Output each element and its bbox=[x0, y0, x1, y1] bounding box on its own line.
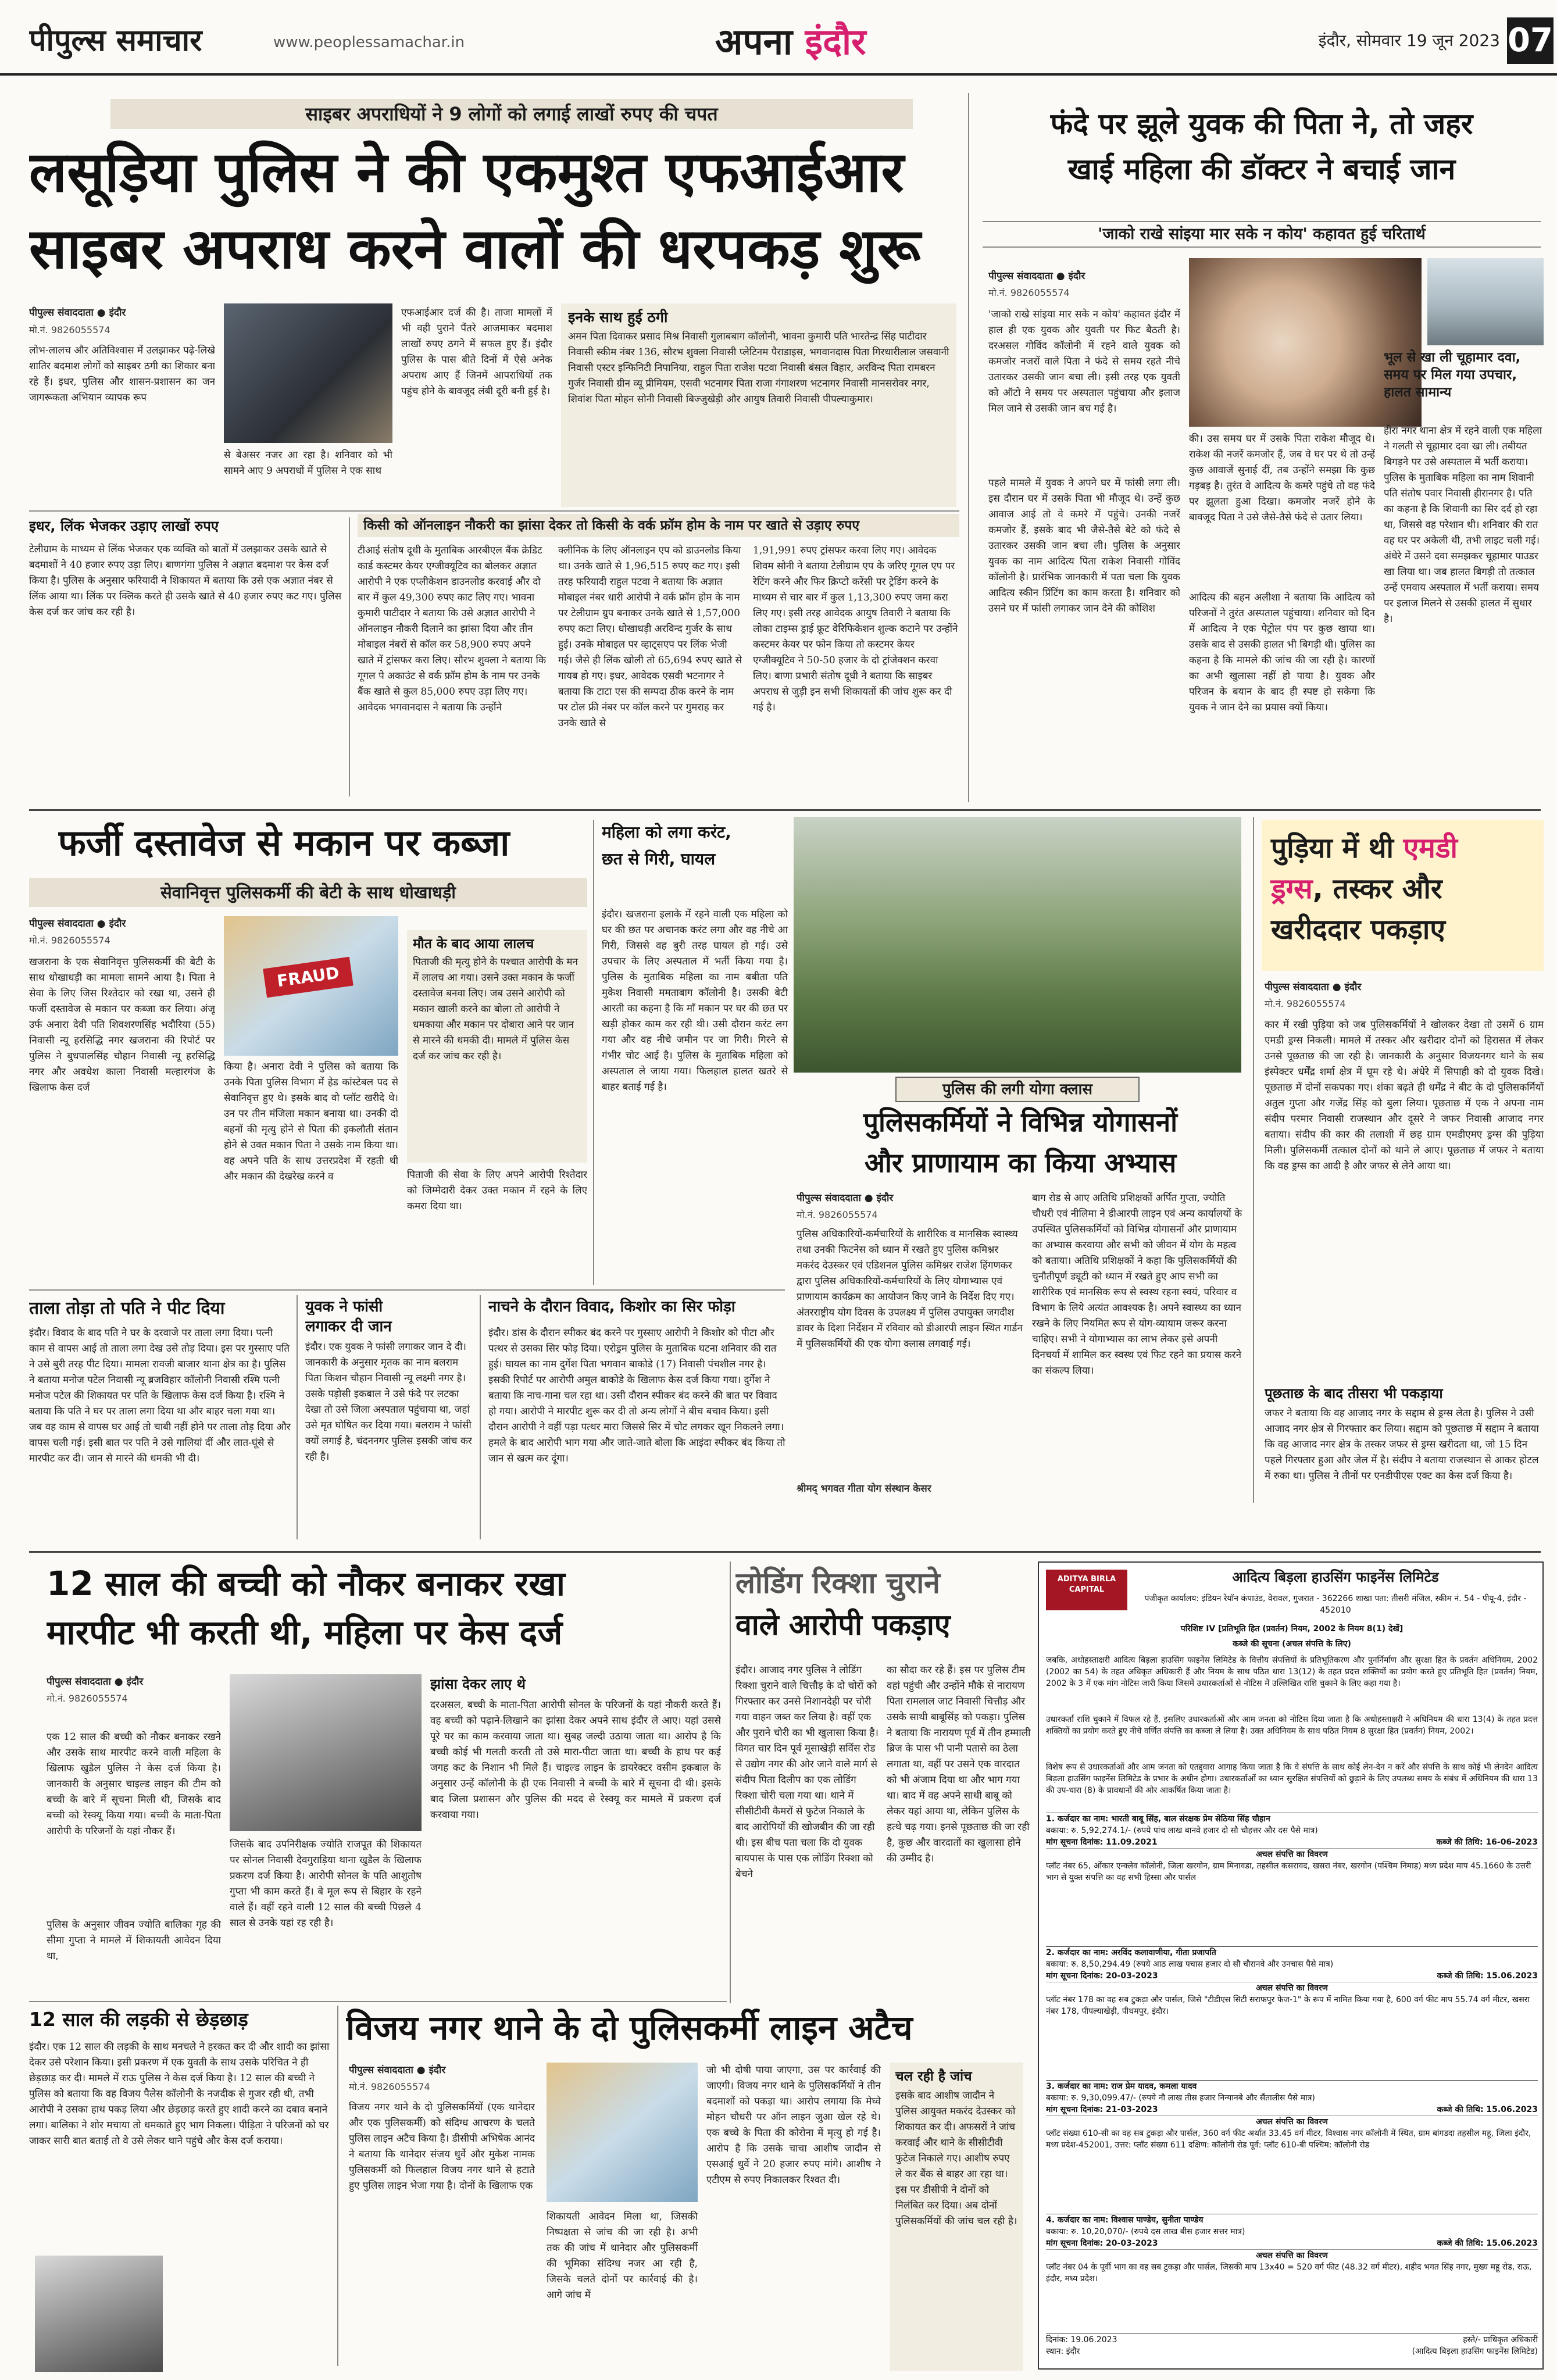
tease-story-text: इंदौर। एक 12 साल की लड़की के साथ मनचले ने हरकत कर दी और शादी का झांसा देकर उसे परेशान किया। इसी प्रकरण में एक युवती के साथ उसके परिचित ने ही छेड़छाड़ कर दी। मामले में राऊ पुलिस ने केस दर्ज किया है। 12 साल की बच्ची ने पुलिस को बताया कि वह विजय पैलेस कॉलोनी के नजदीक से गुजर रही थी, तभी आरोपी ने उसका हाथ पकड़ लिया और छेड़छाड़ करते हुए शादी करने का दबाव बनाने लगा। बालिका ने शोर मचाया तो धमकाते हुए भाग निकला। पीड़िता ने परिजनों को घर जाकर सारी बात बताई तो वे उसे लेकर थाने पहुंचे और केस दर्ज कराया। bbox=[29, 2041, 330, 2147]
vijay-byline: पीपुल्स संवाददाता ● इंदौर bbox=[349, 2064, 446, 2076]
lure-box-heading: झांसा देकर लाए थे bbox=[430, 1676, 526, 1692]
job-scam-column-1: टीआई संतोष दूधी के मुताबिक आरबीएल बैंक क्रेडिट कार्ड कस्टमर केयर एग्जीक्यूटिव का बोलकर अज्ञात आरोपी ने एक एप्लीकेशन डाउनलोड करवाई और दो बार में कुल 49,300 रुपए काट लिए गए। भावना कुमारी पाटीदार ने बताया कि उसे अज्ञात आरोपी ने ऑनलाइन नौकरी दिलाने का झांसा दिया और तीन मोबाइल नंबरों से कॉल कर 58,900 रुपए अपने खाते में ट्रांसफर करा लिए। सौरभ शुक्ला ने बताया कि गूगल पे अकाउंट से वर्क फ्रॉम होम के नाम पर उनके बैंक खाते से कुल 85,000 रुपए उड़ा लिए गए। आवेदक भगवानदास ने बताया कि उन्होंने bbox=[358, 545, 547, 713]
drugs-subheading: पूछताछ के बाद तीसरा भी पकड़ाया bbox=[1265, 1385, 1443, 1402]
lead-column-1: लोभ-लालच और अतिविश्वास में उलझाकर पढ़े-लिखे शातिर बदमाश लोगों को साइबर ठगी का शिकार बना रहे हैं। इधर, पुलिस और शासन-प्रशासन का जन जागरूकता अभियान व्यापक रूप bbox=[29, 345, 215, 403]
newspaper-logo: पीपुल्स समाचार bbox=[29, 23, 202, 58]
column-divider bbox=[730, 1561, 731, 2003]
notice-paragraph-2: उधारकर्ता राशि चुकाने में विफल रहे हैं, इसलिए उधारकर्ताओं और आम जनता को नोटिस दिया जाता है कि अधोहस्ताक्षरी ने अधिनियम की धारा 13(4) के तहत प्रदत्त शक्तियों का प्रयोग करते हुए नीचे वर्णित संपत्ति का कब्जा ले लिया है। उक्त अधिनियम के साथ पठित नियम 8 सुरक्षा हित (प्रवर्तन) नियम, 2002। bbox=[1046, 1715, 1538, 1736]
dateline: इंदौर, सोमवार 19 जून 2023 bbox=[1318, 31, 1500, 50]
loan-entry-4 bbox=[1046, 2214, 1538, 2330]
divider bbox=[29, 510, 959, 512]
drugs-headline-line-3: खरीददार पकड़ाए bbox=[1271, 913, 1445, 946]
notice-place: स्थान: इंदौर bbox=[1046, 2347, 1080, 2356]
loan-amount: बकाया: रु. 10,20,070/- (रुपये दस लाख बीस हजार सत्तर मात्र) bbox=[1046, 2227, 1245, 2236]
noose-column-1: 'जाको राखे सांइया मार सके न कोय' कहावत इंदौर में हाल ही एक युवक और युवती पर फिट बैठती है। दरअसल गोविंद कॉलोनी में रहने वाले युवक को कमजोर नजरों वाले पिता ने फंदे से समय रहते नीचे उतारकर उसकी जान बचा ली। इसी तरह एक युवती को ऑटो ने समय पर अस्पताल पहुंचाया और इलाज मिल जाने से उसकी जान बच गई है। bbox=[988, 309, 1180, 414]
hacker-illustration bbox=[224, 303, 392, 443]
probe-box-text: इसके बाद आशीष जादौन ने पुलिस आयुक्त मकरंद देउस्कर को शिकायत कर दी। अफसरों ने जांच करवाई और थाने के सीसीटीवी फुटेज निकाले गए। आशीष रुपए ले कर बैंक से बाहर आ रहा था। इस पर डीसीपी ने दोनों को निलंबित कर दिया। अब दोनों पुलिसकर्मियों की जांच चल रही है। bbox=[895, 2090, 1017, 2227]
loan-entry-2 bbox=[1046, 1946, 1538, 2074]
loan-schedule: प्लॉट नंबर 65, ओंकार एन्क्लेव कॉलोनी, जिला खरगोन, ग्राम मिनावडा, तहसील कसरावद, खसरा नंबर, खरगोन (पश्चिम निमाड़) मध्य प्रदेश माप 45.1660 के उत्तरी भाग से युक्त संपत्ति का वह सभी हिस्सा और पार्सल bbox=[1046, 1861, 1531, 1882]
job-scam-column-2: क्लीनिक के लिए ऑनलाइन एप को डाउनलोड किया था। उनके खाते से 1,96,515 रुपए कट गए। इसी तरह फरियादी राहुल पटवा ने बताया कि अज्ञात मोबाइल नंबर धारी आरोपी ने वर्क फ्रॉम होम के नाम पर टेलीग्राम ग्रुप बनाकर उनके खाते से 1,57,000 रुपए कटा लिए। धोखाधड़ी अरविन्द गुर्जर के साथ हुई। उनके मोबाइल पर व्हाट्सएप पर लिंक भेजी गई। जैसे ही लिंक खोली तो 65,694 रुपए खाते से गायब हो गए। इधर, आवेदक एसवी भटनागर ने बताया कि टाटा एस की सम्पदा ठीक करने के नाम पर टोल फ्री नंबर पर कॉल करने पर गुमराह कर उनके खाते से bbox=[558, 545, 742, 729]
youth-headline-1: युवक ने फांसी bbox=[305, 1298, 383, 1315]
loan-demand-date bbox=[1046, 2104, 1538, 2115]
loan-amount: बकाया: रु. 5,92,274.1/- (रुपये पांच लाख बानवे हजार दो सौ चौहत्तर और दस पैसे मात्र) bbox=[1046, 1826, 1318, 1835]
drugs-mobile: मो.नं. 9826055574 bbox=[1265, 998, 1346, 1009]
drugs-headline bbox=[1262, 820, 1544, 971]
vijay-column-3: जो भी दोषी पाया जाएगा, उस पर कार्रवाई की जाएगी। विजय नगर थाने के पुलिसकर्मियों ने तीन बदमाशों को पकड़ा था। आरोप लगाया कि मेघ्वे मोहन चौधरी पर ऑन लाइन जुआ खेल रहे थे। एक बच्चे के पिता की कोरोना में मृत्यु हो गई है। आरोप है कि उसके चाचा आशीष जादौन से एसआई धुर्वे ने 20 हजार रुपए मांगे। आशीष ने एटीएम से रुपए निकालकर रिश्वत दी। bbox=[706, 2064, 881, 2186]
notice-brand-text: ADITYA BIRLA CAPITAL bbox=[1057, 1575, 1116, 1594]
yoga-photo bbox=[794, 817, 1241, 1073]
fake-doc-headline: फर्जी दस्तावेज से मकान पर कब्जा bbox=[58, 821, 510, 864]
loan-schedule-head: अचल संपत्ति का विवरण bbox=[1046, 2249, 1538, 2261]
column-divider bbox=[337, 2006, 338, 2366]
notice-footer bbox=[1046, 2333, 1538, 2366]
girl-mobile: मो.नं. 9826055574 bbox=[47, 1693, 128, 1704]
notice-title: आदित्य बिड़ला हाउसिंग फाइनेंस लिमिटेड bbox=[1232, 1569, 1439, 1585]
lure-box-text: दरअसल, बच्ची के माता-पिता आरोपी सोनल के परिजनों के यहां नौकरी करते हैं। वह बच्ची को पढ़ाने-लिखाने का झांसा देकर अपने साथ इंदौर ले आए। यहां उससे पूरे घर का काम करवाया जाता था। सुबह जल्दी उठाया जाता था। आरोप है कि बच्ची कोई भी गलती करती तो उसे मारा-पीटा जाता था। बच्ची के हाथ पर कई जगह कट के निशान भी मिले हैं। चाइल्ड लाइन के डायरेक्टर वसीम इकबाल के अनुसार उन्हें कॉलोनी के ही एक निवासी ने बच्ची के बारे में सूचना दी थी। इसके बाद जिला प्रशासन और पुलिस की मदद से रेस्क्यू कर मामले में प्रकरण दर्ज करवाया गया। bbox=[430, 1699, 721, 1821]
loan-demand: मांग सूचना दिनांक: 11.09.2021 bbox=[1046, 1838, 1158, 1847]
loan-schedule: प्लॉट नंबर 178 का वह सब टुकड़ा और पार्सल, जिसे "टीडीएस सिटी सराफपुर फेज-1" के रूप में नामित किया गया है, 600 वर्ग फीट माप 55.74 वर्ग मीटर, खसरा नंबर 178, पीपल्याखेड़ी, पीथमपुर, इंदौर। bbox=[1046, 1995, 1530, 2016]
lead-kicker: साइबर अपराधियों ने 9 लोगों को लगाई लाखों रुपए की चपत bbox=[110, 99, 913, 129]
loan-demand-date bbox=[1046, 2238, 1538, 2249]
noose-column-2: की। उस समय घर में उसके पिता राकेश मौजूद थे। राकेश की नजरें कमजोर हैं, जब वे घर पर थे तो उन्हें कुछ आवाजें सुनाई दीं, तब उन्होंने समझा कि कुछ गड़बड़ है। तुरंत वे आदित्य के कमरे पहुंचे तो वह फंदे पर झूलता हुआ दिखा। कमजोर नजरें होने के बावजूद पिता ने उसे जैसे-तैसे फंदे से उतार लिया। bbox=[1189, 433, 1375, 523]
girl-byline: पीपुल्स संवाददाता ● इंदौर bbox=[47, 1676, 144, 1688]
girl-column-2: जिसके बाद उपनिरीक्षक ज्योति राजपूत की शिकायत पर सोनल निवासी देवगुराड़िया थाना खुडैल के खिलाफ प्रकरण दर्ज किया है। आरोपी सोनल के पति आशुतोष गुप्ता भी काम करते हैं। बे मूल रूप से बिहार के रहने वाले हैं। वहीं रहने वाली 12 साल की बच्ची पिछले 4 साल से उनके यहां रह रही है। bbox=[230, 1839, 422, 1929]
lure-box bbox=[430, 1674, 724, 1994]
job-scam-column-3: 1,91,991 रुपए ट्रांसफर करवा लिए गए। आवेदक शिवम सोनी ने बताया टेलीग्राम एप के जरिए गूगल एप पर रेटिंग करने और फिर क्रिप्टो करेंसी पर ट्रेडिंग करने के माध्यम से चार बार में कुल 1,13,300 रुपए जमा करा लिए गए। इसी तरह आवेदक आयुष तिवारी ने बताया कि लोका टाइम्स ड्राई फ्रूट वेरिफिकेशन शुल्क कटाने पर उन्होंने कस्टमर केयर पर फोन किया तो कस्टमर केयर एग्जीक्यूटिव ने 50-50 हजार के दो ट्रांजेक्शन करवा लिए। बाणा प्रभारी संतोष दूधी ने बताया कि साइबर अपराध से जुड़ी इन सभी शिकायतों की जांच शुरू कर दी गई है। bbox=[753, 545, 958, 713]
drugs-story-text: कार में रखी पुड़िया को जब पुलिसकर्मियों ने खोलकर देखा तो उसमें 6 ग्राम एमडी ड्रग्स निकली। मामले में तस्कर और खरीदार दोनों को हिरासत में लेकर उनसे पूछताछ की जा रही है। जानकारी के अनुसार विजयनगर थाने के सब इंस्पेक्टर धर्मेंद्र शर्मा क्षेत्र में घूम रहे थे। अंधेरे में सिपाही को दो युवक दिखे। पूछताछ में दोनों सकपका गए। शंका बढ़ते ही धर्मेंद्र ने बीट के दो पुलिसकर्मियों अतुल गुप्ता और गजेंद्र सिंह को बुला लिया। पूछताछ में एक ने अपना नाम संदीप परमार निवासी राजस्थान और दूसरे ने जफर निवासी आजाद नगर बताया। संदीप की कार की तलाशी में छह ग्राम एमडीएमए ड्रग्स की पुड़िया मिली। पुलिसकर्मी तत्काल दोनों को थाने ले आए। पूछताछ में जफर ने बताया कि वह ड्रग्स का आदी है और जफर से लेने आया था। bbox=[1265, 1019, 1544, 1172]
hospital-photo bbox=[1427, 258, 1544, 345]
police-cartoon bbox=[547, 2063, 698, 2202]
loan-schedule: प्लॉट संख्या 610-सी का वह सब टुकड़ा और पार्सल, 360 वर्ग फीट अर्थात 33.45 वर्ग मीटर, विश्वास नगर कॉलोनी में स्थित, ग्राम बांगडदा तहसील महू, जिला इंदौर, मध्य प्रदेश-452001, उत्तर: प्लॉट संख्या 611 दक्षिण: कॉलोनी रोड पूर्व: प्लॉट 610-बी पश्चिम: कॉलोनी रोड bbox=[1046, 2129, 1531, 2150]
girl-column-1: एक 12 साल की बच्ची को नौकर बनाकर रखने और उसके साथ मारपीट करने वाली महिला के खिलाफ खुडैल पुलिस ने केस दर्ज किया है। जानकारी के अनुसार चाइल्ड लाइन की टीम को बच्ची के बारे में सूचना मिली थी, जिसके बाद बच्ची को रेस्क्यू किया गया। बच्ची के माता-पिता आरोपी के परिजनों के यहां नौकर हैं। bbox=[47, 1731, 221, 1837]
loan-schedule-head: अचल संपत्ति का विवरण bbox=[1046, 1982, 1538, 1994]
yoga-kicker: पुलिस की लगी योगा क्लास bbox=[895, 1077, 1140, 1102]
fraud-stamp: FRAUD bbox=[263, 957, 353, 998]
lock-story-text: इंदौर। विवाद के बाद पति ने घर के दरवाजे पर ताला लगा दिया। पत्नी काम से वापस आई तो ताला लगा देख उसे तोड़ दिया। इस पर गुस्साए पति ने उसे बुरी तरह पीट दिया। मामला रावजी बाजार थाना क्षेत्र का है। पुलिस ने बताया मनोज पटेल निवासी न्यू ब्रजविहार कॉलोनी निवासी रश्मि पत्नी मनोज पटेल की शिकायत पर पति के खिलाफ केस दर्ज किया है। रश्मि ने बताया कि पति ने घर पर ताला लगा दिया था और बाहर चला गया था। जब वह काम से वापस घर आई तो चाबी नहीं होने पर ताला तोड़ दिया और वापस चली गई। इसी बात पर पति ने उसे गालियां दीं और लात-घूंसे से मारपीट कर दी। जान से मारने की धमकी भी दी। bbox=[29, 1327, 291, 1464]
column-divider bbox=[593, 820, 594, 1285]
dance-story-text: इंदौर। डांस के दौरान स्पीकर बंद करने पर गुस्साए आरोपी ने किशोर को पीटा और पत्थर से उसका सिर फोड़ दिया। एरोड्रम पुलिस के मुताबिक घटना शनिवार की रात हुई। घायल का नाम दुर्गेश पिता भगवान बाकोडे (17) निवासी पंचशील नगर है। इसकी रिपोर्ट पर आरोपी अमुल बाकोडे के खिलाफ केस दर्ज किया गया। दुर्गेश ने बताया कि नाच-गाना चल रहा था। उसी दौरान स्पीकर बंद करने की बात पर विवाद हो गया। आरोपी ने मारपीट शुरू कर दी तो अन्य लोगों ने बीच बचाव किया। इसी दौरान आरोपी ने वहीं पड़ा पत्थर मारा जिससे सिर में चोट लगकर खून निकलने लगा। हमले के बाद आरोपी भाग गया और जाते-जाते बोला कि आइंदा स्पीकर बंद किया तो जान से खत्म कर दूंगा। bbox=[488, 1327, 785, 1464]
greed-box-text: पिताजी की मृत्यु होने के पश्चात आरोपी के मन में लालच आ गया। उसने उक्त मकान के फर्जी दस्तावेज बनवा लिए। जब उसने आरोपी को मकान खाली करने का बोला तो आरोपी ने धमकाया और मकान पर दोबारा आने पर जान से मारने की धमकी दी। मामले में पुलिस केस दर्ज कर जांच कर रही है। bbox=[413, 956, 578, 1062]
notice-appendix: परिशिष्ट IV [प्रतिभूति हित (प्रवर्तन) नियम, 2002 के नियम 8(1) देखें] bbox=[1180, 1624, 1404, 1634]
loan-demand-date bbox=[1046, 1836, 1538, 1848]
page-number: 07 bbox=[1507, 17, 1554, 64]
probe-box bbox=[890, 2063, 1023, 2371]
loan-amount: बकाया: रु. 9,30,099.47/- (रुपये नौ लाख तीस हजार निन्यानबे और सैंतालीस पैसे मात्र) bbox=[1046, 2093, 1315, 2103]
yoga-column-2: बाग रोड से आए अतिथि प्रशिक्षकों अर्पित गुप्ता, ज्योति चौधरी एवं नीलिमा ने डीआरपी लाइन एवं अन्य कार्यालयों के उपस्थित पुलिसकर्मियों को विभिन्न योगासनों और प्राणायाम का अभ्यास करवाया और सभी को जीवन में योग के महत्व को बताया। अतिथि प्रशिक्षकों ने कहा कि पुलिसकर्मियों की चुनौतीपूर्ण ड्यूटी को ध्यान में रखते हुए आप सभी का शारीरिक एवं मानसिक रूप से स्वस्थ रहना स्वयं, परिवार व विभाग के लिये अत्यंत आवश्यक है। अपने स्वास्थ्य का ध्यान रखने के लिए नियमित रूप से योग-व्यायाम जरूर करना चाहिए। सभी ने योगाभ्यास का लाभ लेकर इसे अपनी दिनचर्या में शामिल कर स्वस्थ एवं फिट रहने का प्रयास करने का संकल्प लिया। bbox=[1032, 1192, 1242, 1377]
loan-schedule-head: अचल संपत्ति का विवरण bbox=[1046, 2115, 1538, 2128]
yoga-headline-1: पुलिसकर्मियों ने विभिन्न योगासनों bbox=[863, 1106, 1178, 1138]
loan-possession: कब्जे की तिथि: 15.06.2023 bbox=[1437, 1971, 1538, 1981]
noose-headline-2: खाई महिला की डॉक्टर ने बचाई जान bbox=[1067, 152, 1456, 186]
fake-doc-byline: पीपुल्स संवाददाता ● इंदौर bbox=[29, 918, 126, 930]
probe-box-heading: चल रही है जांच bbox=[895, 2069, 972, 2084]
loan-borrower: 1. कर्जदार का नाम: भारती बाबू सिंह, बाल संरक्षक प्रेम सेठिया सिंह चौहान bbox=[1046, 1814, 1270, 1824]
possession-notice bbox=[1038, 1561, 1544, 2370]
victims-box-text: अमन पिता दिवाकर प्रसाद मिश्र निवासी गुलाबबाग कॉलोनी, भावना कुमारी पति भारतेन्द्र सिंह पाटीदार निवासी स्कीम नंबर 136, सौरभ शुक्ला निवासी प्लेटिनम पैराडाइस, भगवानदास पिता गिरधारीलाल जसवानी निवासी एस्टर इन्फिनिटी निपानिया, राहुल पिता राजेश पटवा निवासी बंसल विहार, अरविन्द पिता रामबरन गुर्जर निवासी ग्रीन व्यू प्रीमियम, एसवी भटनागर पिता राजा गंगाशरण भटनागर निवासी मानसरोवर नगर, शिवांश पिता मोहन सोनी निवासी बिज्जुखेड़ी और आयुष तिवारी निवासी पीपल्याकुमार। bbox=[568, 331, 949, 405]
current-headline-2: छत से गिरी, घायल bbox=[602, 849, 716, 869]
loan-entry-1 bbox=[1046, 1813, 1538, 1941]
drugs-headline-line-2 bbox=[1271, 869, 1534, 909]
link-story-text: टेलीग्राम के माध्यम से लिंक भेजकर एक व्यक्ति को बातों में उलझाकर उसके खाते से बदमाशों ने 40 हजार रुपए उड़ा लिए। बाणगंगा पुलिस ने अज्ञात बदमाश पर केस दर्ज किया है। पुलिस के अनुसार फरियादी ने शिकायत में बताया कि उसे एक अज्ञात नंबर से लिंक आया था। लिंक पर क्लिक करते ही उसके खाते से 40 हजार रुपए कट गए। पुलिस केस दर्ज कर जांच कर रही है। bbox=[29, 544, 342, 618]
column-divider bbox=[349, 517, 350, 796]
drugs-subtext: जफर ने बताया कि वह आजाद नगर के सद्दाम से ड्रग्स लेता है। पुलिस ने उसी आजाद नगर क्षेत्र से गिरफ्तार कर लिया। सद्दाम को पूछताछ में सद्दाम ने बताया कि वह आजाद नगर क्षेत्र के तस्कर जफर से ड्रग्स खरीदता था, जो 15 दिन पहले गिरफ्तार हुआ और जेल में है। संदीप ने बताया राजस्थान से आकर होटल में रुका था। पुलिस ने तीनों पर एनडीपीएस एक्ट का केस दर्ज किया है। bbox=[1265, 1407, 1539, 1482]
fake-doc-column-3: पिताजी की सेवा के लिए अपने आरोपी रिश्तेदार को जिम्मेदारी देकर उक्त मकान में रहने के लिए कमरा दिया था। bbox=[407, 1169, 587, 1212]
drugs-headline-text: पुड़िया में थी bbox=[1271, 832, 1404, 864]
lead-mobile: मो.नं. 9826055574 bbox=[29, 324, 110, 335]
yoga-byline: पीपुल्स संवाददाता ● इंदौर bbox=[797, 1192, 894, 1204]
yoga-mobile: मो.नं. 9826055574 bbox=[797, 1209, 878, 1220]
drugs-headline-line-1 bbox=[1271, 828, 1534, 869]
greed-box-heading: मौत के बाद आया लालच bbox=[413, 937, 534, 952]
rat-poison-text: हीरा नगर थाना क्षेत्र में रहने वाली एक महिला ने गलती से चूहामार दवा खा ली। तबीयत बिगड़ने पर उसे अस्पताल में भर्ती कराया। पुलिस के मुताबिक महिला का नाम शिवानी पति संतोष पवार निवासी हीरानगर है। पति का कहना है कि शिवानी का सिर दर्द हो रहा था, जिससे वह परेशान थी। शनिवार की रात वह घर पर अकेली थी, तभी लाइट चली गई। अंधेरे में उसने दवा समझकर चूहामार पाउडर खा लिया था। जब हालत बिगड़ी तो तत्काल उन्हें एमवाय अस्पताल में भर्ती कराया। समय पर इलाज मिलने से उसकी हालत में सुधार है। bbox=[1384, 425, 1542, 625]
notice-office: पंजीकृत कार्यालय: इंडियन रेयॉन कंपाउंड, वेरावल, गुजरात - 362266 शाखा पता: तीसरी मंजिल, स्कीम नं. 54 - पीयू-4, इंदौर - 452010 bbox=[1144, 1594, 1527, 1615]
yoga-headline-2: और प्राणायाम का किया अभ्यास bbox=[864, 1147, 1177, 1178]
tease-headline: 12 साल की लड़की से छेड़छाड़ bbox=[29, 2008, 248, 2031]
loan-possession: कब्जे की तिथि: 15.06.2023 bbox=[1437, 2239, 1538, 2248]
notice-signatory: हस्ते/- प्राधिकृत अधिकारी bbox=[1463, 2335, 1538, 2345]
column-divider bbox=[297, 1295, 298, 1539]
lock-headline: ताला तोड़ा तो पति ने पीट दिया bbox=[29, 1298, 225, 1318]
column-divider bbox=[480, 1295, 481, 1539]
youth-headline-2: लगाकर दी जान bbox=[305, 1318, 392, 1335]
noose-column-1b: पहले मामले में युवक ने अपने घर में फांसी लगा ली। इस दौरान घर में उसके पिता भी मौजूद थे। उन्हें कुछ आवाज आई तो वे कमरे में पहुंचे। उनकी नजरें कमजोर हैं, इसके बाद भी जैसे-तैसे बेटे को फंदे से उतारकर उसकी जान बचा ली। पुलिस के अनुसार युवक का नाम आदित्य पिता राकेश निवासी गोविंद कॉलोनी है। प्रारंभिक जानकारी में पता चला कि युवक आदित्य स्कीन प्रिंटिंग का काम करता है। शनिवार को उसने घर में फांसी लगाकर जान देने की कोशिश bbox=[988, 477, 1180, 614]
rat-poison-heading: भूल से खा ली चूहामार दवा, समय पर मिल गया उपचार, हालत सामान्य bbox=[1384, 350, 1521, 400]
drugs-byline: पीपुल्स संवाददाता ● इंदौर bbox=[1265, 981, 1362, 993]
girl-column-1b: पुलिस के अनुसार जीवन ज्योति बालिका गृह की सीमा गुप्ता ने मामले में शिकायती आवेदन दिया था, bbox=[47, 1919, 221, 1962]
drugs-headline-highlight: ड्रग्स bbox=[1271, 873, 1313, 905]
noose-headline-1: फंदे पर झूले युवक की पिता ने, तो जहर bbox=[1050, 107, 1473, 141]
fake-doc-column-2: किया है। अनारा देवी ने पुलिस को बताया कि उनके पिता पुलिस विभाग में हेड कांस्टेबल पद से सेवानिवृत्त हुए थे। इसके बाद वो प्लॉट खरीदे थे। उन पर तीन मंजिला मकान बनाया था। उनकी दो बहनों की मृत्यु होने से पिता की इकलौती संतान होने से उक्त मकान पिता ने उसके नाम किया था। वह अपने पति के साथ उत्तरप्रदेश में रहती थी और मकान की देखरेख करने व bbox=[224, 1061, 398, 1182]
masthead bbox=[0, 0, 1557, 76]
loan-schedule-head: अचल संपत्ति का विवरण bbox=[1046, 1848, 1538, 1860]
greed-box bbox=[407, 930, 587, 1163]
girl-headline-1: 12 साल की बच्ची को नौकर बनाकर रखा bbox=[47, 1564, 565, 1603]
link-subheading: इधर, लिंक भेजकर उड़ाए लाखों रुपए bbox=[29, 518, 219, 534]
notice-brand-logo bbox=[1046, 1570, 1127, 1610]
rickshaw-headline-1: लोडिंग रिक्शा चुराने bbox=[735, 1566, 940, 1600]
yoga-caption: श्रीमद् भगवत गीता योग संस्थान केसर bbox=[797, 1483, 931, 1495]
lead-headline-2: साइबर अपराध करने वालों की धरपकड़ शुरू bbox=[29, 216, 921, 281]
dance-headline: नाचने के दौरान विवाद, किशोर का सिर फोड़ा bbox=[488, 1298, 735, 1316]
section-title bbox=[715, 16, 959, 63]
yoga-column-1: पुलिस अधिकारियों-कर्मचारियों के शारीरिक व मानसिक स्वास्थ्य तथा उनकी फिटनेस को ध्यान में रखते हुए पुलिस कमिश्नर मकरंद देउस्कर एवं एडिशनल पुलिस कमिश्नर राजेश हिंगणकर द्वारा पुलिस अधिकारियों-कर्मचारियों के लिए योगाभ्यास एवं प्राणायाम कार्यक्रम का आयोजन किए जाने के निर्देश दिए गए। अंतरराष्ट्रीय योग दिवस के उपलक्ष्य में पुलिस उपायुक्त जगदीश डावर के दिशा निर्देशन में रविवार को डीआरपी लाइन स्थित गार्डन में पुलिसकर्मियों की एक योगा क्लास लगवाई गई। bbox=[797, 1228, 1023, 1350]
lead-column-3: एफआईआर दर्ज की है। ताजा मामलों में भी वही पुराने पैंतरे आजमाकर बदमाश लाखों रुपए ठगने में सफल हुए हैं। इंदौर पुलिस के पास बीते दिनों में ऐसे अनेक अपराध आए हैं जिनमें आपराधियों तक पहुंच होने के बावजूद लंबी दूरी बनी हुई है। bbox=[401, 307, 552, 397]
notice-company: (आदित्य बिड़ला हाउसिंग फाइनेंस लिमिटेड) bbox=[1412, 2347, 1538, 2356]
job-scam-heading: किसी को ऑनलाइन नौकरी का झांसा देकर तो किसी के वर्क फ्रॉम होम के नाम पर खाते से उड़ाए रुपए bbox=[358, 514, 959, 537]
notice-subtitle: कब्जे की सूचना (अचल संपत्ति के लिए) bbox=[1233, 1639, 1351, 1649]
divider bbox=[29, 2001, 727, 2002]
vijay-column-2: शिकायती आवेदन मिला था, जिसकी निष्पक्षता से जांच की जा रही है। अभी तक की जांच में थानेदार और पुलिसकर्मी की भूमिका संदिग्ध नजर आ रही है, जिसके चलते दोनों पर कार्रवाई की है। आगे जांच में bbox=[547, 2211, 698, 2301]
victims-box bbox=[561, 303, 956, 507]
section-divider bbox=[29, 1551, 1541, 1553]
loan-demand-date bbox=[1046, 1970, 1538, 1982]
fake-doc-deck: सेवानिवृत्त पुलिसकर्मी की बेटी के साथ धोखाधड़ी bbox=[29, 878, 587, 907]
section-prefix: अपना bbox=[715, 20, 805, 63]
notice-paragraph-3: विशेष रूप से उधारकर्ताओं और आम जनता को एतद्द्वारा आगाह किया जाता है कि वे संपत्ति के साथ कोई लेन-देन न करें और संपत्ति के साथ कोई भी लेनदेन आदित्य बिड़ला हाउसिंग फाइनेंस लिमिटेड के प्रभार के अधीन होगा। उधारकर्ताओं का ध्यान सुरक्षित संपत्तियों को छुड़ाने के लिए उपलब्ध समय के संबंध में अधिनियम की धारा 13 की उप-धारा (8) के प्रावधानों की ओर आकर्षित किया जाता है। bbox=[1046, 1763, 1538, 1795]
vijay-mobile: मो.नं. 9826055574 bbox=[349, 2081, 430, 2092]
victims-box-heading: इनके साथ हुई ठगी bbox=[568, 309, 668, 326]
fake-doc-mobile: मो.नं. 9826055574 bbox=[29, 935, 110, 946]
rickshaw-column-2: का सौदा कर रहे हैं। इस पर पुलिस टीम वहां पहुंची और उन्होंने मौके से नारायण पिता रामलाल जाट निवासी चित्तौड़ और उसके साथी बाबूसिंह को पकड़ा। पुलिस ने बताया कि नारायण पूर्व में तीन हम्माली ब्रिज के पास भी पानी पतासे का ठेला लगाता था, वहीं पर उसने एक वारदात को भी अंजाम दिया था और भाग गया था। बाद में वह अपने साथी बाबू को लेकर यहां आया था, लेकिन पुलिस के हत्थे चढ़ गया। इनसे पूछताछ की जा रही है, कुछ और वारदातों का खुलासा होने की उम्मीद है। bbox=[887, 1664, 1031, 1864]
column-divider bbox=[968, 93, 969, 802]
loan-entry-3 bbox=[1046, 2080, 1538, 2208]
notice-footer-row-2 bbox=[1046, 2346, 1538, 2357]
rickshaw-headline-2: वाले आरोपी पकड़ाए bbox=[735, 1608, 951, 1642]
loan-demand: मांग सूचना दिनांक: 20-03-2023 bbox=[1046, 1971, 1158, 1981]
divider bbox=[29, 1289, 785, 1291]
notice-paragraph-1: जबकि, अधोहस्ताक्षरी आदित्य बिड़ला हाउसिंग फाइनेंस लिमिटेड के वित्तीय संपत्तियों के प्रतिभूतिकरण और पुनर्निर्माण और सुरक्षा हित के प्रवर्तन अधिनियम, 2002 (2002 का 54) के तहत अधिकृत अधिकारी हैं और नियम के साथ पठित धारा 13(12) के तहत प्रदत्त शक्तियों का प्रयोग करते हुए प्रतिभूति हित (प्रवर्तन) नियम, 2002 के 3 में एक मांग नोटिस जारी किया जिसमें उधारकर्ताओं से नोटिस में उल्लिखित राशि चुकाने के लिए कहा गया है। bbox=[1046, 1656, 1538, 1688]
current-story-text: इंदौर। खजराना इलाके में रहने वाली एक महिला को घर की छत पर अचानक करंट लगा और वह नीचे आ गिरी, जिससे वह बुरी तरह घायल हो गई। उसे उपचार के लिए अस्पताल में भर्ती किया गया है। पुलिस के मुताबिक महिला का नाम बबीता पति मुकेश निवासी ममताबाग कॉलोनी है। उसकी बेटी आरती का कहना है कि माँ मकान पर घर की छत पर खड़ी होकर काम कर रही थी। उसी दौरान करंट लग गया और वह नीचे जमीन पर जा गिरी। गिरने से गंभीर चोट आई है। पुलिस के मुताबिक महिला को अस्पताल ले जाया गया। फिलहाल हालत खतरे से बाहर बताई गई है। bbox=[602, 909, 788, 1093]
drugs-headline-highlight: एमडी bbox=[1403, 832, 1458, 864]
youth-story-text: इंदौर। एक युवक ने फांसी लगाकर जान दे दी। जानकारी के अनुसार मृतक का नाम बलराम पिता किशन चौहान निवासी न्यू लक्ष्मी नगर है। उसके पड़ोसी इकबाल ने उसे फंदे पर लटका देखा तो उसे जिला अस्पताल पहुंचाया था, जहां उसे मृत घोषित कर दिया गया। बलराम ने फांसी क्यों लगाई है, चंदननगर पुलिस इसकी जांच कर रही है। bbox=[305, 1341, 472, 1463]
noose-column-2b: आदित्य की बहन अलीशा ने बताया कि आदित्य को परिजनों ने तुरंत अस्पताल पहुंचाया। शनिवार को दिन में आदित्य ने एक पेट्रोल पंप पर कुछ खाया था। उसके बाद से उसकी हालत भी बिगड़ी थी। पुलिस का कहना है कि मामले की जांच की जा रही है। कारणों का अभी खुलासा नहीं हो पाया है। युवक और परिजन के बयान के बाद ही स्पष्ट हो सकेगा कि युवक ने जान देने का प्रयास क्यों किया। bbox=[1189, 592, 1375, 713]
distressed-girl-illustration bbox=[35, 2256, 163, 2372]
noose-mobile: मो.नं. 9826055574 bbox=[988, 287, 1070, 298]
loan-possession: कब्जे की तिथि: 15.06.2023 bbox=[1437, 2105, 1538, 2114]
notice-date: दिनांक: 19.06.2023 bbox=[1046, 2335, 1117, 2345]
loan-borrower: 2. कर्जदार का नाम: अरविंद कलावाणीया, गीता प्रजापति bbox=[1046, 1948, 1216, 1957]
column-divider bbox=[1253, 817, 1254, 1503]
notice-footer-row-1 bbox=[1046, 2334, 1538, 2346]
vijay-column-1: विजय नगर थाने के दो पुलिसकर्मियों (एक थानेदार और एक पुलिसकर्मी) को संदिग्ध आचरण के चलते पुलिस लाइन अटैच किया है। डीसीपी अभिषेक आनंद ने बताया कि थानेदार संजय धुर्वे और मुकेश नामक पुलिसकर्मी को फिलहाल विजय नगर थाने से हटाते हुए पुलिस लाइन भेजा गया है। दोनों के खिलाफ एक bbox=[349, 2102, 535, 2192]
drugs-headline-text: , तस्कर और bbox=[1312, 873, 1442, 905]
section-city: इंदौर bbox=[805, 20, 866, 63]
noose-byline: पीपुल्स संवाददाता ● इंदौर bbox=[988, 270, 1085, 282]
lead-byline: पीपुल्स संवाददाता ● इंदौर bbox=[29, 307, 126, 319]
fraud-illustration bbox=[224, 916, 398, 1056]
loan-demand: मांग सूचना दिनांक: 20-03-2023 bbox=[1046, 2239, 1158, 2248]
lead-headline-1: लसूड़िया पुलिस ने की एकमुश्त एफआईआर bbox=[29, 140, 904, 205]
loan-demand: मांग सूचना दिनांक: 21-03-2023 bbox=[1046, 2105, 1158, 2114]
website[interactable]: www.peoplessamachar.in bbox=[273, 34, 465, 51]
fake-doc-column-1: खजराना के एक सेवानिवृत्त पुलिसकर्मी की बेटी के साथ धोखाधड़ी का मामला सामने आया है। पिता ने सेवा के लिए जिस रिश्तेदार को रखा था, उसने ही फर्जी दस्तावेज से मकान पर कब्जा कर लिया। अंजू उर्फ अनारा देवी पति शिवशरणसिंह भदौरिया (55) निवासी न्यू हरसिद्धि नगर खजराना की रिपोर्ट पर पुलिस ने बुधपालसिंह चौहान निवासी न्यू हरसिद्धि नगर और अवधेश काला निवासी मल्हारगंज के खिलाफ केस दर्ज bbox=[29, 956, 215, 1093]
section-divider bbox=[29, 809, 1541, 811]
loan-borrower: 3. कर्जदार का नाम: राज प्रेम यादव, कमला यादव bbox=[1046, 2082, 1197, 2091]
loan-amount: बकाया: रु. 8,50,294.49 (रुपये आठ लाख पचास हजार दो सौ चौरानवे और उनचास पैसे मात्र) bbox=[1046, 1960, 1334, 1969]
girl-headline-2: मारपीट भी करती थी, महिला पर केस दर्ज bbox=[47, 1613, 563, 1652]
loan-possession: कब्जे की तिथि: 16-06-2023 bbox=[1436, 1838, 1538, 1847]
lead-column-2: से बेअसर नजर आ रहा है। शनिवार को भी सामने आए 9 अपराधों में पुलिस ने एक साथ bbox=[224, 449, 392, 477]
noose-deck: 'जाको राखे सांइया मार सके न कोय' कहावत हुई चरितार्थ bbox=[983, 221, 1541, 248]
rickshaw-column-1: इंदौर। आजाद नगर पुलिस ने लोडिंग रिक्शा चुराने वाले चित्तौड़ के दो चोरों को गिरफ्तार कर उनसे निशानदेही पर चोरी गया वाहन जब्त कर लिया है। वहीं एक और पुराने चोरी का भी खुलासा किया है। विगत चार दिन पूर्व मूसाखेड़ी सर्विस रोड से उद्योग नगर की ओर जाने वाले मार्ग से संदीप पिता दिलीप का एक लोडिंग रिक्शा चोरी चला गया था। थाने में सीसीटीवी कैमरों से फुटेज निकाले के बाद आरोपियों की खोजबीन की जा रही थी। इस बीच पता चला कि दो युवक बायपास के पास एक लोडिंग रिक्शा को बेचने bbox=[735, 1664, 879, 1880]
current-headline-1: महिला को लगा करंट, bbox=[602, 823, 731, 842]
child-illustration bbox=[230, 1674, 422, 1831]
vijay-headline: विजय नगर थाने के दो पुलिसकर्मी लाइन अटैच bbox=[346, 2008, 913, 2047]
loan-borrower: 4. कर्जदार का नाम: विश्वास पाण्डेय, सुनीता पाण्डेय bbox=[1046, 2215, 1204, 2225]
loan-schedule: प्लॉट नंबर 04 के पूर्वी भाग का वह सब टुकड़ा और पार्सल, जिसकी माप 13x40 = 520 वर्ग फीट (48.32 वर्ग मीटर), शहीद भगत सिंह नगर, मुख्य महू रोड, राऊ, इंदौर, मध्य प्रदेश। bbox=[1046, 2263, 1532, 2283]
